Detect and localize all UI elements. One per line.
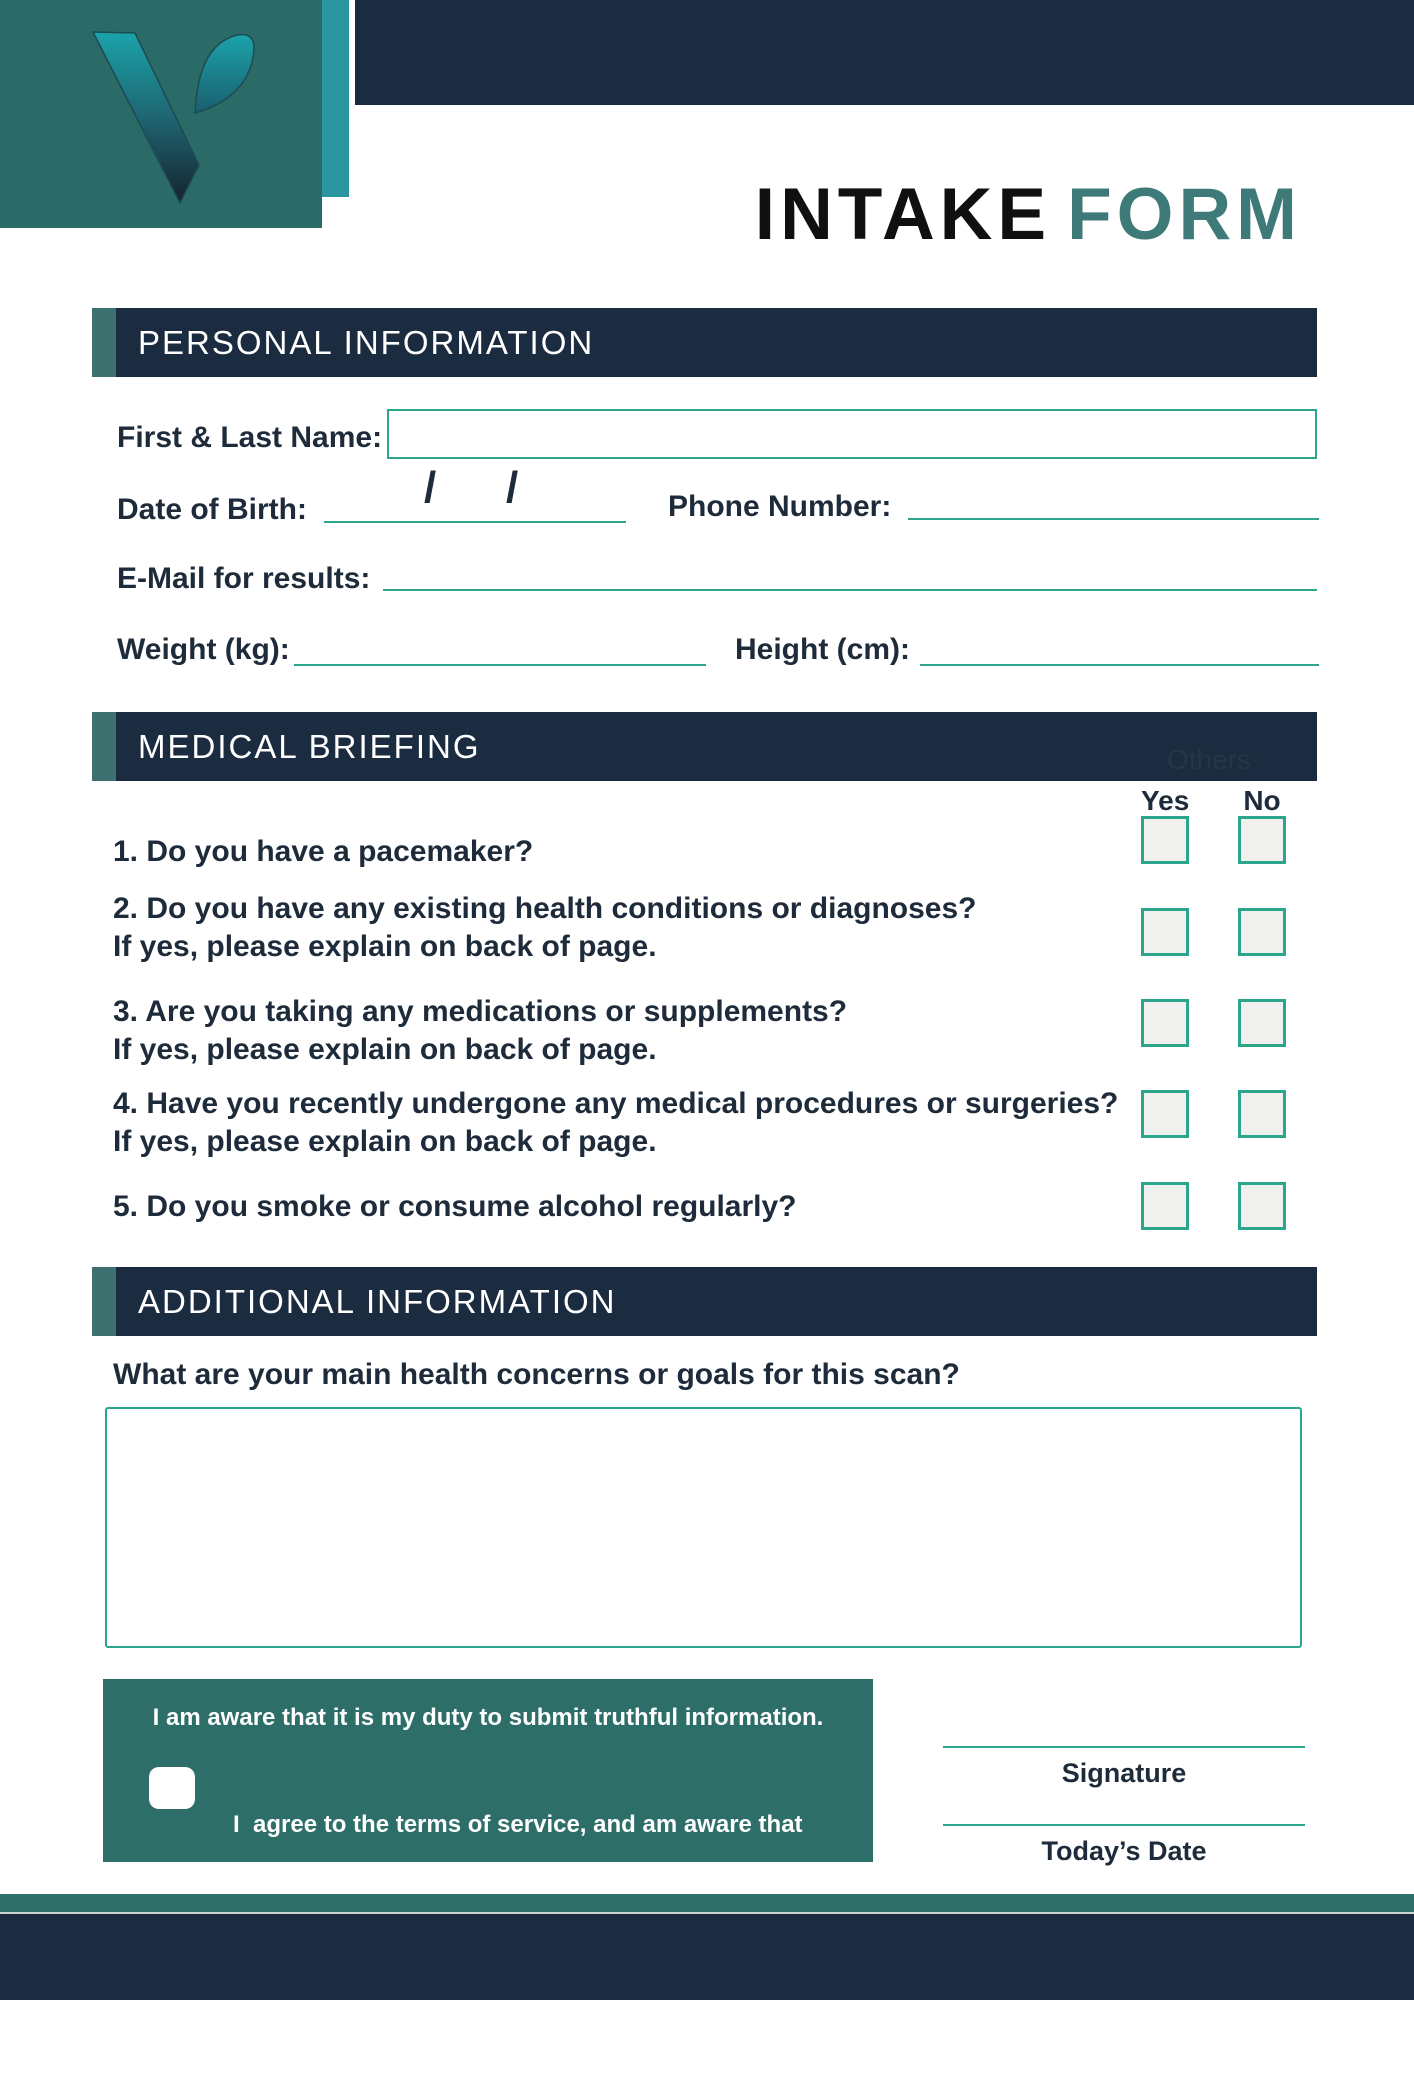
q2-yes-checkbox[interactable] [1141, 908, 1189, 956]
question-3 [113, 993, 1128, 1069]
question-4-text: 4. Have you recently undergone any medical procedures or surgeries? [113, 1087, 1119, 1120]
q5-yes-checkbox[interactable] [1141, 1182, 1189, 1230]
section-header-medical [92, 712, 1317, 781]
email-label: E-Mail for results: [117, 562, 371, 595]
height-input[interactable] [920, 630, 1319, 666]
question-2 [113, 890, 1128, 966]
name-label: First & Last Name: [117, 421, 383, 454]
consent-statement: I am aware that it is my duty to submit truthful information. [152, 1704, 824, 1731]
footer-teal-strip [0, 1894, 1414, 1912]
question-2-note: If yes, please explain on back of page. [113, 930, 657, 963]
top-navy-bar [355, 0, 1414, 105]
phone-input[interactable] [908, 484, 1319, 520]
section-header-additional [92, 1267, 1317, 1336]
footer-navy-bar [0, 1912, 1414, 2000]
q3-yes-checkbox[interactable] [1141, 999, 1189, 1047]
q5-no-checkbox[interactable] [1238, 1182, 1286, 1230]
q2-no-checkbox[interactable] [1238, 908, 1286, 956]
signature-label: Signature [1061, 1758, 1187, 1788]
others-label: Others [1167, 744, 1252, 775]
teal-accent-strip [322, 0, 352, 197]
terms-agreement-line1: I agree to the terms of service, and am aware that [233, 1811, 803, 1838]
question-1 [113, 833, 1128, 871]
no-column-header: No [1243, 785, 1281, 816]
question-2-text: 2. Do you have any existing health conditions or diagnoses? [113, 892, 977, 925]
health-concerns-textarea[interactable] [105, 1407, 1302, 1648]
q3-no-checkbox[interactable] [1238, 999, 1286, 1047]
weight-label: Weight (kg): [117, 633, 290, 666]
yes-column-header: Yes [1141, 785, 1190, 816]
health-concerns-question: What are your main health concerns or goals for this scan? [113, 1358, 960, 1391]
email-input[interactable] [383, 555, 1317, 591]
question-5 [113, 1188, 1128, 1226]
q1-yes-checkbox[interactable] [1141, 816, 1189, 864]
page-title-intake: INTAKE [754, 174, 1052, 255]
section-title-medical: MEDICAL BRIEFING [138, 728, 481, 765]
question-3-text: 3. Are you taking any medications or supplements? [113, 995, 848, 1028]
section-title-personal: PERSONAL INFORMATION [138, 324, 595, 361]
terms-agreement-line3: meant for medical diagnosis. [233, 2003, 564, 2030]
v-leaf-logo-icon [0, 0, 322, 228]
terms-agreement-checkbox[interactable] [149, 1767, 195, 1809]
question-5-text: 5. Do you smoke or consume alcohol regularly? [113, 1190, 797, 1223]
section-header-personal [92, 308, 1317, 377]
question-4 [113, 1085, 1128, 1161]
consent-box [103, 1679, 873, 2030]
dob-input[interactable] [324, 487, 626, 523]
q1-no-checkbox[interactable] [1238, 816, 1286, 864]
date-label: Today’s Date [1041, 1836, 1207, 1866]
signature-line[interactable] [943, 1746, 1305, 1748]
date-line[interactable] [943, 1824, 1305, 1826]
question-3-note: If yes, please explain on back of page. [113, 1033, 657, 1066]
name-input[interactable] [387, 409, 1317, 459]
weight-input[interactable] [294, 630, 706, 666]
dob-slash-1: / [424, 463, 437, 512]
question-4-note: If yes, please explain on back of page. [113, 1125, 657, 1158]
height-label: Height (cm): [735, 633, 910, 666]
phone-label: Phone Number: [668, 490, 892, 523]
q4-no-checkbox[interactable] [1238, 1090, 1286, 1138]
page-title [754, 174, 1302, 255]
logo [0, 0, 322, 228]
dob-label: Date of Birth: [117, 493, 307, 526]
page-title-form: FORM [1067, 174, 1302, 255]
dob-slash-2: / [506, 463, 519, 512]
question-1-text: 1. Do you have a pacemaker? [113, 835, 534, 868]
section-title-additional: ADDITIONAL INFORMATION [138, 1283, 617, 1320]
q4-yes-checkbox[interactable] [1141, 1090, 1189, 1138]
